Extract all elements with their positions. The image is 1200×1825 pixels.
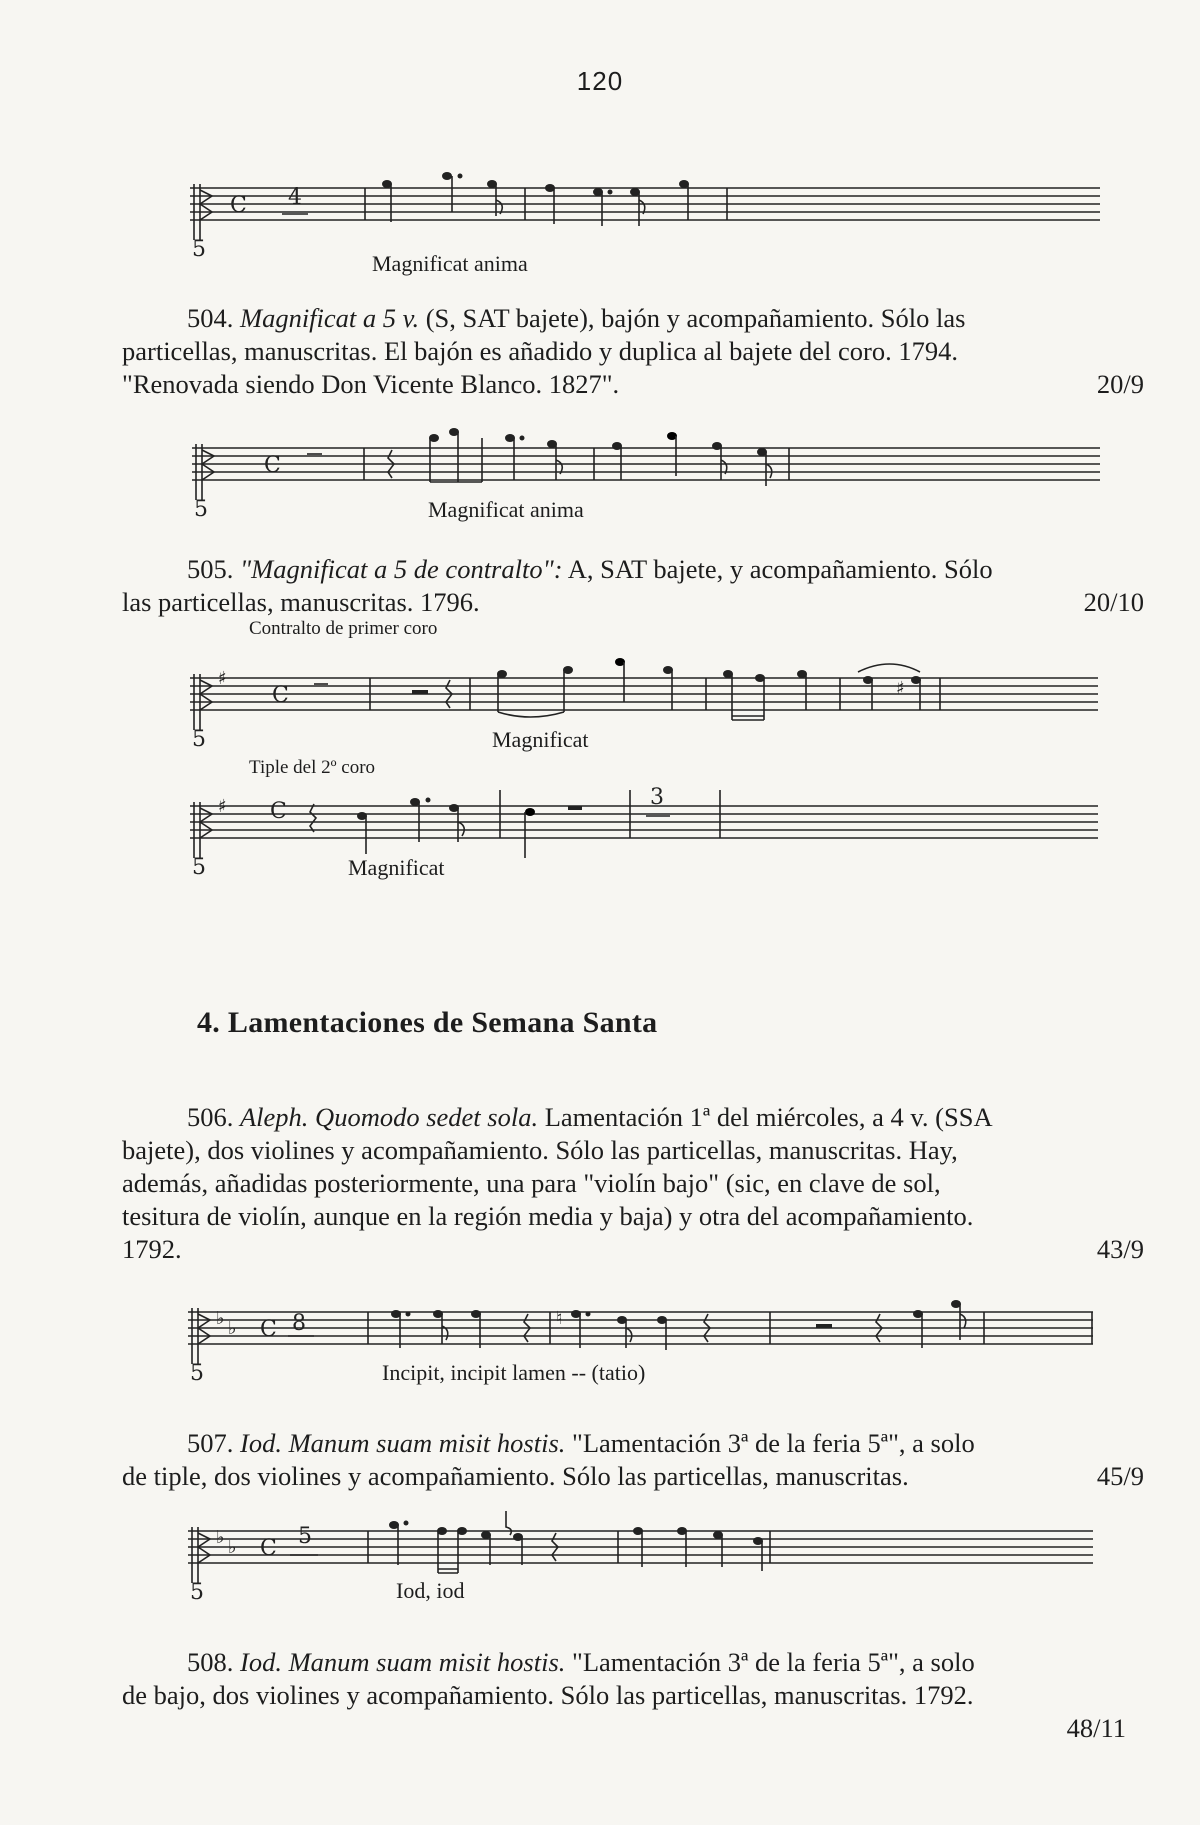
entry-title: Iod. Manum suam misit hostis. bbox=[240, 1647, 566, 1677]
entry-number: 507. bbox=[187, 1428, 234, 1458]
entry-text: de tiple, dos violines y acompañamiento. Sólo las particellas, manuscritas. bbox=[122, 1461, 909, 1491]
voice-label-contralto: Contralto de primer coro bbox=[249, 618, 438, 639]
entry-number: 508. bbox=[187, 1647, 234, 1677]
entry-text: 1792. bbox=[122, 1234, 182, 1264]
entry-ref: 43/9 bbox=[1096, 1234, 1144, 1264]
entry-number: 505. bbox=[187, 554, 234, 584]
clef-number: 5 bbox=[192, 237, 206, 262]
entry-text: "Lamentación 3ª de la feria 5ª", a solo bbox=[572, 1647, 975, 1677]
lyric-507: Iod, iod bbox=[396, 1578, 465, 1603]
lyric-506: Incipit, incipit lamen -- (tatio) bbox=[382, 1360, 646, 1385]
clef-number: 5 bbox=[192, 727, 206, 752]
entry-text: (S, SAT bajete), bajón y acompañamiento. Sólo las bbox=[425, 303, 966, 333]
entry-text: "Lamentación 3ª de la feria 5ª", a solo bbox=[572, 1428, 975, 1458]
music-staff-505-contralto bbox=[190, 650, 1110, 750]
entry-507 bbox=[122, 1427, 1144, 1493]
music-staff-505-tiple bbox=[190, 778, 1110, 878]
music-staff-507 bbox=[188, 1503, 1108, 1603]
entry-title: Aleph. Quomodo sedet sola. bbox=[240, 1102, 539, 1132]
entry-505 bbox=[122, 553, 1144, 619]
entry-506 bbox=[122, 1101, 1144, 1266]
entry-text: Lamentación 1ª del miércoles, a 4 v. (SSA bbox=[544, 1102, 993, 1132]
rest-count: 8 bbox=[292, 1311, 306, 1336]
flat-sign: ♭ bbox=[228, 1537, 237, 1558]
entry-title: Magnificat a 5 v. bbox=[240, 303, 420, 333]
entry-text: de bajo, dos violines y acompañamiento. Sólo las particellas, manuscritas. 1792. bbox=[122, 1680, 974, 1710]
time-signature: C bbox=[272, 683, 289, 708]
clef-number: 5 bbox=[190, 1580, 204, 1605]
rest-count: 4 bbox=[288, 185, 302, 210]
time-signature: C bbox=[270, 799, 287, 824]
clef-number: 5 bbox=[194, 497, 208, 522]
entry-text: particellas, manuscritas. El bajón es añadido y duplica al bajete del coro. 1794. bbox=[122, 336, 958, 366]
entry-text: bajete), dos violines y acompañamiento. Sólo las particellas, manuscritas. Hay, bbox=[122, 1135, 958, 1165]
voice-label-tiple: Tiple del 2º coro bbox=[249, 757, 376, 778]
sharp-sign: ♯ bbox=[218, 796, 227, 817]
flat-sign: ♭ bbox=[216, 1527, 225, 1548]
natural-sign: ♮ bbox=[556, 1308, 563, 1329]
entry-ref: 20/10 bbox=[1083, 587, 1144, 617]
entry-title: "Magnificat a 5 de contralto": bbox=[240, 554, 563, 584]
music-staff-506 bbox=[188, 1284, 1108, 1384]
clef-number: 5 bbox=[190, 1361, 204, 1386]
entry-ref: 45/9 bbox=[1096, 1461, 1144, 1491]
entry-text: "Renovada siendo Don Vicente Blanco. 1827". bbox=[122, 369, 620, 399]
section-title: 4. Lamentaciones de Semana Santa bbox=[197, 1006, 658, 1039]
flat-sign: ♭ bbox=[216, 1308, 225, 1329]
lyric-505-contralto: Magnificat bbox=[492, 727, 589, 752]
time-signature: C bbox=[260, 1317, 277, 1342]
entry-number: 504. bbox=[187, 303, 234, 333]
entry-508 bbox=[122, 1646, 1144, 1745]
sharp-sign: ♯ bbox=[896, 678, 905, 699]
music-staff-incipit-0 bbox=[190, 160, 1110, 270]
lyric-505-tiple: Magnificat bbox=[348, 855, 445, 880]
entry-text: tesitura de violín, aunque en la región media y baja) y otra del acompañamiento. bbox=[122, 1201, 974, 1231]
time-signature: C bbox=[264, 453, 281, 478]
time-signature: C bbox=[230, 193, 247, 218]
music-staff-504 bbox=[192, 420, 1112, 520]
entry-number: 506. bbox=[187, 1102, 234, 1132]
page-number: 120 bbox=[576, 66, 624, 96]
entry-text: además, añadidas posteriormente, una para "violín bajo" (sic, en clave de sol, bbox=[122, 1168, 941, 1198]
sharp-sign: ♯ bbox=[218, 668, 227, 689]
lyric-incipit-0: Magnificat anima bbox=[372, 251, 528, 276]
time-signature: C bbox=[260, 1536, 277, 1561]
rest-count: 5 bbox=[298, 1524, 312, 1549]
rest-count: 3 bbox=[650, 785, 664, 810]
lyric-504: Magnificat anima bbox=[428, 497, 584, 522]
clef-number: 5 bbox=[192, 855, 206, 880]
flat-sign: ♭ bbox=[228, 1318, 237, 1339]
entry-text: A, SAT bajete, y acompañamiento. Sólo bbox=[567, 554, 993, 584]
entry-504 bbox=[122, 302, 1144, 401]
entry-ref: 20/9 bbox=[1096, 369, 1144, 399]
entry-ref: 48/11 bbox=[1066, 1713, 1126, 1743]
entry-text: las particellas, manuscritas. 1796. bbox=[122, 587, 480, 617]
entry-title: Iod. Manum suam misit hostis. bbox=[240, 1428, 566, 1458]
